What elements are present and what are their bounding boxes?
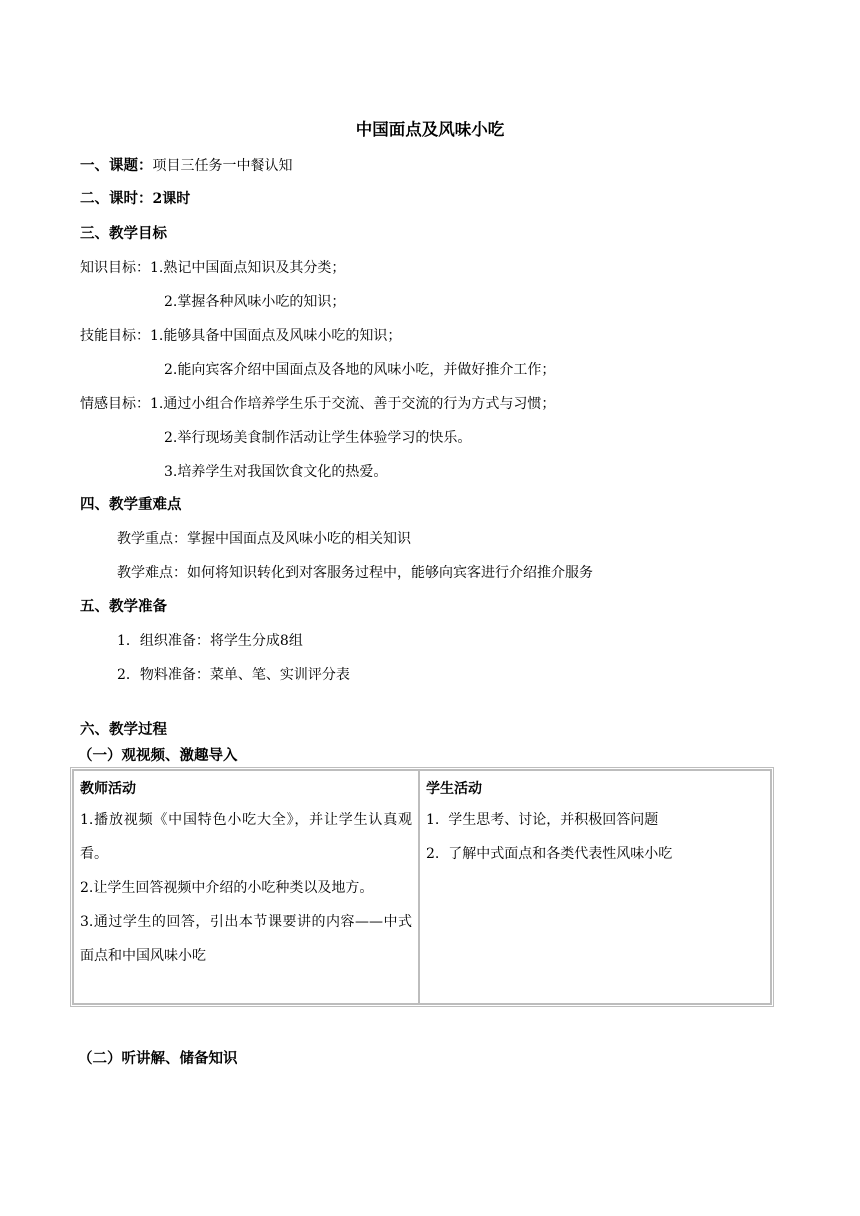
teaching-difficulty: 教学难点：如何将知识转化到对客服务过程中，能够向宾客进行介绍推介服务: [117, 565, 593, 581]
knowledge-objective-1: [80, 258, 345, 278]
skill-objective-1: [80, 326, 401, 346]
emotion-objective-1: [80, 394, 555, 414]
process-part2-heading: （二）听讲解、储备知识: [78, 1050, 238, 1067]
objectives-heading: 三、教学目标: [80, 225, 167, 242]
student-activity-header: 学生活动: [426, 781, 482, 797]
student-activity-cell: [419, 770, 771, 1004]
student-activity-item: 2. 了解中式面点和各类代表性风味小吃: [426, 846, 673, 862]
teacher-activity-header: 教师活动: [80, 781, 136, 797]
emotion-objective-3: 3.培养学生对我国饮食文化的热爱。: [164, 464, 388, 480]
hours-value: 2课时: [152, 191, 191, 207]
skill-objective-2: 2.能向宾客介绍中国面点及各地的风味小吃，并做好推介工作；: [164, 362, 556, 378]
teacher-activity-item: 1.播放视频《中国特色小吃大全》，并让学生认真观看。: [80, 812, 412, 862]
skill-label: 技能目标：: [80, 328, 150, 344]
preparation-heading: 五、教学准备: [80, 598, 167, 615]
knowledge-label: 知识目标：: [80, 260, 150, 276]
hours-label: 二、课时：: [80, 190, 153, 207]
topic-label: 一、课题：: [80, 157, 153, 174]
hours-line: [80, 189, 190, 209]
preparation-item-1: 1．组织准备：将学生分成8组: [117, 633, 303, 649]
teacher-activity-item: 2.让学生回答视频中介绍的小吃种类以及地方。: [80, 880, 374, 896]
emotion-item: 1.通过小组合作培养学生乐于交流、善于交流的行为方式与习惯；: [150, 396, 556, 412]
document-title: 中国面点及风味小吃: [355, 120, 505, 139]
preparation-item-2: 2．物料准备：菜单、笔、实训评分表: [117, 667, 350, 683]
knowledge-item: 1.熟记中国面点知识及其分类；: [150, 260, 346, 276]
process-heading: 六、教学过程: [80, 721, 167, 738]
topic-line: [80, 156, 293, 176]
emotion-label: 情感目标：: [80, 396, 150, 412]
teaching-focus: 教学重点：掌握中国面点及风味小吃的相关知识: [117, 531, 411, 547]
knowledge-objective-2: 2.掌握各种风味小吃的知识；: [164, 294, 346, 310]
student-activity-item: 1. 学生思考、讨论，并积极回答问题: [426, 812, 659, 828]
activity-table: [70, 767, 774, 1007]
emotion-objective-2: 2.举行现场美食制作活动让学生体验学习的快乐。: [164, 430, 472, 446]
teacher-activity-cell: [73, 770, 419, 1004]
skill-item: 1.能够具备中国面点及风味小吃的知识；: [150, 328, 402, 344]
teacher-activity-item: 3.通过学生的回答，引出本节课要讲的内容——中式面点和中国风味小吃: [80, 914, 412, 964]
key-points-heading: 四、教学重难点: [80, 496, 182, 513]
topic-value: 项目三任务一中餐认知: [152, 158, 293, 174]
process-part1-heading: （一）观视频、激趣导入: [78, 747, 238, 764]
